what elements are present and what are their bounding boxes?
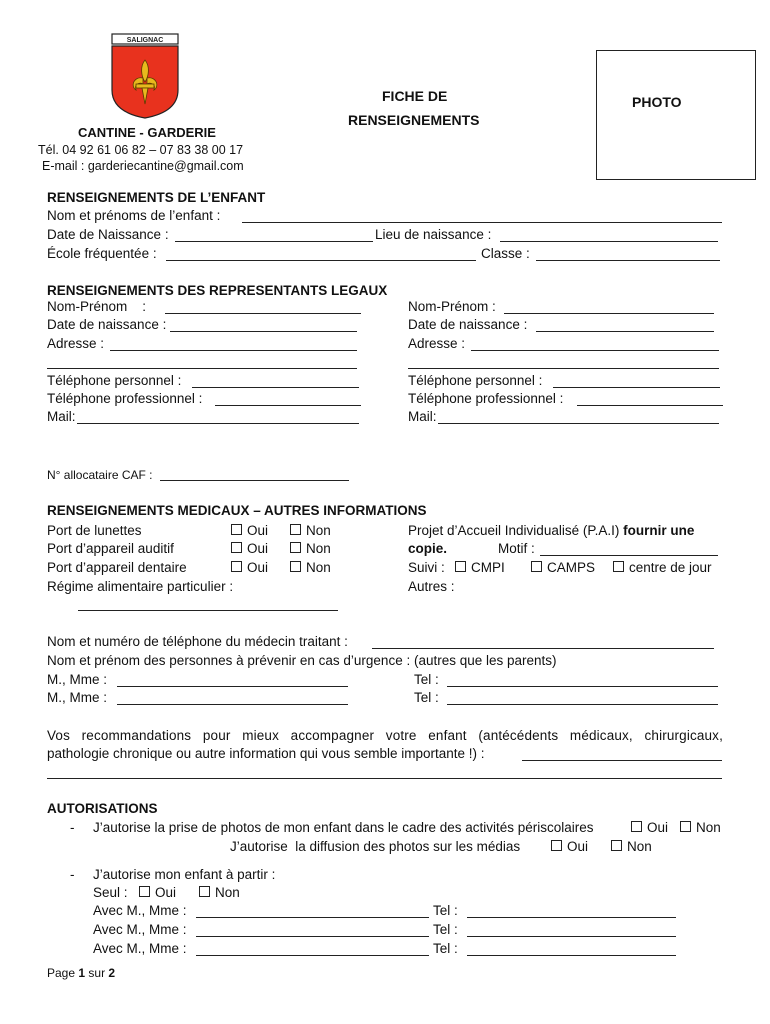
- legal2-birth-label: Date de naissance :: [408, 317, 528, 332]
- legal1-address-field[interactable]: [110, 350, 357, 351]
- legal2-phone-personal-label: Téléphone personnel :: [408, 373, 543, 388]
- diffusion-no-option[interactable]: Non: [611, 839, 652, 854]
- child-name-field[interactable]: [242, 222, 722, 223]
- pickup1-tel-label: Tel :: [433, 903, 458, 918]
- photo-yes-option[interactable]: Oui: [631, 820, 668, 835]
- recommendations-line-2: pathologie chronique ou autre information qui vous semble importante !) :: [47, 746, 485, 761]
- emergency2-name-field[interactable]: [117, 704, 348, 705]
- glasses-no-option[interactable]: Non: [290, 523, 331, 538]
- checkbox-icon[interactable]: [531, 561, 542, 572]
- photo-box[interactable]: [596, 50, 756, 180]
- org-name: CANTINE - GARDERIE: [78, 125, 216, 140]
- motif-field[interactable]: [540, 555, 718, 556]
- photo-label: PHOTO: [632, 94, 682, 110]
- checkbox-icon[interactable]: [551, 840, 562, 851]
- child-school-label: École fréquentée :: [47, 246, 157, 261]
- child-class-label: Classe :: [481, 246, 530, 261]
- legal1-phone-personal-label: Téléphone personnel :: [47, 373, 182, 388]
- pickup2-tel-field[interactable]: [467, 936, 676, 937]
- photo-authorization-text: J’autorise la prise de photos de mon enfant dans le cadre des activités périscolaires: [93, 820, 594, 835]
- legal2-birth-field[interactable]: [536, 331, 714, 332]
- salignac-coat-of-arms-logo: [110, 32, 180, 120]
- pickup1-label: Avec M., Mme :: [93, 903, 187, 918]
- emergency1-mme-label: M., Mme :: [47, 672, 107, 687]
- alone-yes-option[interactable]: Oui: [139, 885, 176, 900]
- pickup1-name-field[interactable]: [196, 917, 429, 918]
- legal1-phone-personal-field[interactable]: [192, 387, 359, 388]
- child-class-field[interactable]: [536, 260, 720, 261]
- page-number: Page 1 sur 2: [47, 966, 116, 980]
- checkbox-icon[interactable]: [290, 542, 301, 553]
- photo-no-option[interactable]: Non: [680, 820, 721, 835]
- title-line-1: FICHE DE: [382, 88, 448, 104]
- dental-label: Port d’appareil dentaire: [47, 560, 187, 575]
- pickup3-label: Avec M., Mme :: [93, 941, 187, 956]
- glasses-yes-option[interactable]: Oui: [231, 523, 268, 538]
- legal2-name-label: Nom-Prénom :: [408, 299, 496, 314]
- legal1-name-label: Nom-Prénom :: [47, 299, 147, 314]
- pickup3-tel-label: Tel :: [433, 941, 458, 956]
- svg-text:SALIGNAC: SALIGNAC: [126, 37, 164, 44]
- checkbox-icon[interactable]: [613, 561, 624, 572]
- legal2-mail-label: Mail:: [408, 409, 437, 424]
- dental-yes-option[interactable]: Oui: [231, 560, 268, 575]
- legal1-address-field-2[interactable]: [47, 368, 357, 369]
- caf-field[interactable]: [160, 480, 349, 481]
- suivi-label: Suivi :: [408, 560, 445, 575]
- pickup3-name-field[interactable]: [196, 955, 429, 956]
- pickup2-tel-label: Tel :: [433, 922, 458, 937]
- pai-line: Projet d’Accueil Individualisé (P.A.I) fournir une: [408, 523, 695, 538]
- emergency2-tel-field[interactable]: [447, 704, 718, 705]
- diet-field[interactable]: [78, 610, 338, 611]
- dental-no-option[interactable]: Non: [290, 560, 331, 575]
- legal2-phone-personal-field[interactable]: [553, 387, 720, 388]
- checkbox-icon[interactable]: [231, 542, 242, 553]
- checkbox-icon[interactable]: [631, 821, 642, 832]
- emergency2-tel-label: Tel :: [414, 690, 439, 705]
- child-name-label: Nom et prénoms de l’enfant :: [47, 208, 221, 223]
- checkbox-icon[interactable]: [290, 524, 301, 535]
- recommendations-field-2[interactable]: [47, 778, 722, 779]
- child-birthplace-field[interactable]: [500, 241, 718, 242]
- alone-no-option[interactable]: Non: [199, 885, 240, 900]
- caf-label: N° allocataire CAF :: [47, 468, 153, 482]
- checkbox-icon[interactable]: [199, 886, 210, 897]
- checkbox-icon[interactable]: [231, 561, 242, 572]
- medical-section-heading: RENSEIGNEMENTS MEDICAUX – AUTRES INFORMATIONS: [47, 503, 427, 518]
- checkbox-icon[interactable]: [611, 840, 622, 851]
- legal1-name-field[interactable]: [165, 313, 361, 314]
- emergency-label: Nom et prénom des personnes à prévenir en cas d’urgence : (autres que les parents): [47, 653, 557, 668]
- doctor-field[interactable]: [372, 648, 714, 649]
- suivi-cmpi-option[interactable]: CMPI: [455, 560, 505, 575]
- hearing-yes-option[interactable]: Oui: [231, 541, 268, 556]
- legal2-mail-field[interactable]: [438, 423, 719, 424]
- legal2-address-field[interactable]: [471, 350, 719, 351]
- child-birthdate-label: Date de Naissance :: [47, 227, 169, 242]
- emergency2-mme-label: M., Mme :: [47, 690, 107, 705]
- glasses-label: Port de lunettes: [47, 523, 142, 538]
- pickup2-name-field[interactable]: [196, 936, 429, 937]
- motif-label: Motif :: [498, 541, 535, 556]
- dash-bullet: -: [70, 820, 75, 835]
- pickup2-label: Avec M., Mme :: [93, 922, 187, 937]
- checkbox-icon[interactable]: [680, 821, 691, 832]
- dash-bullet: -: [70, 867, 75, 882]
- title-line-2: RENSEIGNEMENTS: [348, 112, 480, 128]
- suivi-camps-option[interactable]: CAMPS: [531, 560, 595, 575]
- child-birthplace-label: Lieu de naissance :: [375, 227, 492, 242]
- legal1-phone-pro-field[interactable]: [215, 405, 361, 406]
- pai-copy: copie.: [408, 541, 448, 556]
- org-phone: Tél. 04 92 61 06 82 – 07 83 38 00 17: [38, 143, 244, 157]
- legal1-mail-field[interactable]: [77, 423, 359, 424]
- leave-authorization-text: J’autorise mon enfant à partir :: [93, 867, 276, 882]
- legal2-phone-pro-label: Téléphone professionnel :: [408, 391, 564, 406]
- autres-label: Autres :: [408, 579, 455, 594]
- pickup3-tel-field[interactable]: [467, 955, 676, 956]
- hearing-no-option[interactable]: Non: [290, 541, 331, 556]
- suivi-centre-option[interactable]: centre de jour: [613, 560, 712, 575]
- recommendations-line-1: Vos recommandations pour mieux accompagner votre enfant (antécédents médicaux, chirurgicaux,: [47, 728, 723, 743]
- pickup1-tel-field[interactable]: [467, 917, 676, 918]
- diffusion-authorization-text: J’autorise la diffusion des photos sur les médias: [230, 839, 521, 854]
- legal-section-heading: RENSEIGNEMENTS DES REPRESENTANTS LEGAUX: [47, 283, 388, 298]
- legal1-birth-field[interactable]: [170, 331, 357, 332]
- org-email: E-mail : garderiecantine@gmail.com: [42, 159, 244, 173]
- legal2-address-label: Adresse :: [408, 336, 466, 351]
- child-school-field[interactable]: [166, 260, 476, 261]
- alone-label: Seul :: [93, 885, 128, 900]
- legal2-phone-pro-field[interactable]: [577, 405, 723, 406]
- diet-label: Régime alimentaire particulier :: [47, 579, 234, 594]
- checkbox-icon[interactable]: [139, 886, 150, 897]
- recommendations-field[interactable]: [522, 760, 722, 761]
- legal1-phone-pro-label: Téléphone professionnel :: [47, 391, 203, 406]
- emergency1-name-field[interactable]: [117, 686, 348, 687]
- legal1-birth-label: Date de naissance :: [47, 317, 167, 332]
- emergency1-tel-field[interactable]: [447, 686, 718, 687]
- checkbox-icon[interactable]: [231, 524, 242, 535]
- legal1-address-label: Adresse :: [47, 336, 105, 351]
- emergency1-tel-label: Tel :: [414, 672, 439, 687]
- checkbox-icon[interactable]: [290, 561, 301, 572]
- legal2-address-field-2[interactable]: [408, 368, 719, 369]
- child-section-heading: RENSEIGNEMENTS DE L’ENFANT: [47, 190, 266, 205]
- doctor-label: Nom et numéro de téléphone du médecin traitant :: [47, 634, 348, 649]
- checkbox-icon[interactable]: [455, 561, 466, 572]
- legal2-name-field[interactable]: [504, 313, 714, 314]
- legal1-mail-label: Mail:: [47, 409, 76, 424]
- child-birthdate-field[interactable]: [175, 241, 373, 242]
- hearing-label: Port d’appareil auditif: [47, 541, 174, 556]
- diffusion-yes-option[interactable]: Oui: [551, 839, 588, 854]
- authorizations-heading: AUTORISATIONS: [47, 801, 158, 816]
